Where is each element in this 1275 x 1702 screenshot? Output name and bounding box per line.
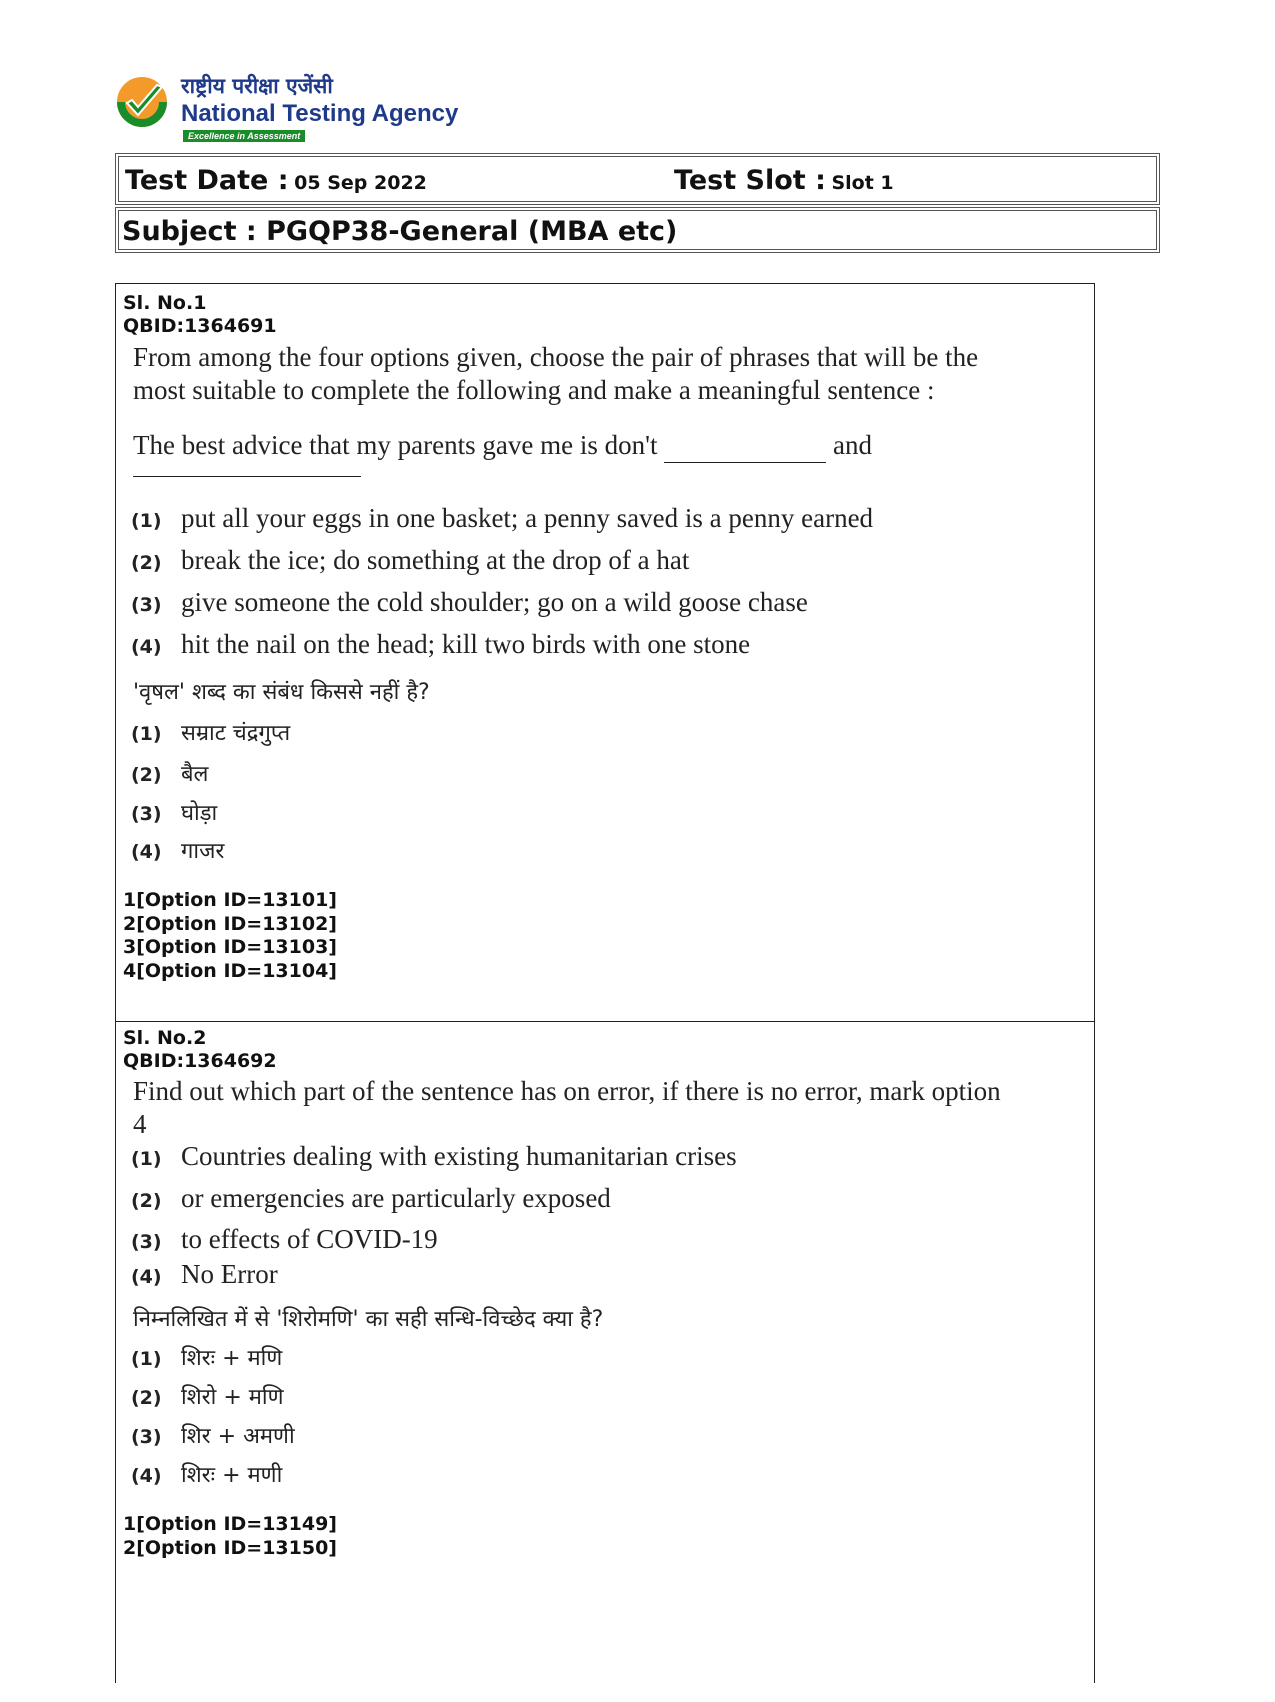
stem-line: 4 — [133, 1109, 147, 1139]
option-number: (2) — [131, 764, 162, 786]
test-date — [125, 165, 427, 196]
option-number: (4) — [131, 636, 162, 658]
test-slot-label: Test Slot : — [674, 165, 826, 196]
option-number: (2) — [131, 1190, 162, 1212]
option-en-3 — [131, 587, 808, 618]
option-number: (1) — [131, 510, 162, 532]
option-id: 4[Option ID=13104] — [123, 959, 337, 982]
option-en-3 — [131, 1224, 438, 1255]
sentence-start: The best advice that my parents gave me is don't — [133, 430, 658, 460]
logo-english-text: National Testing Agency — [181, 100, 459, 127]
option-id-list — [123, 889, 337, 983]
option-number: (4) — [131, 841, 162, 863]
option-en-2 — [131, 1183, 611, 1214]
question-stem-en — [133, 341, 978, 407]
option-hi-3 — [131, 1420, 295, 1450]
option-number: (3) — [131, 1231, 162, 1253]
sentence-and: and — [832, 430, 872, 460]
option-hi-1 — [131, 1342, 282, 1372]
option-number: (2) — [131, 552, 162, 574]
test-info-box — [115, 153, 1160, 205]
option-text: शिरः + मणि — [181, 1346, 283, 1371]
option-en-1 — [131, 1141, 737, 1172]
question-block-1 — [116, 284, 1094, 1021]
option-en-4 — [131, 629, 750, 660]
option-id-list — [123, 1513, 337, 1560]
subject-box — [115, 207, 1160, 253]
option-text: Countries dealing with existing humanitarian crises — [181, 1141, 737, 1171]
question-stem-hi — [133, 1303, 603, 1333]
option-number: (1) — [131, 1348, 162, 1370]
question-table — [115, 283, 1095, 1683]
option-hi-3 — [131, 797, 217, 827]
option-en-1 — [131, 503, 873, 534]
option-hi-2 — [131, 758, 208, 788]
stem-line: most suitable to complete the following and make a meaningful sentence : — [133, 375, 935, 405]
option-hi-4 — [131, 835, 224, 865]
option-hi-1 — [131, 717, 290, 747]
option-id: 2[Option ID=13102] — [123, 912, 337, 935]
nta-logo — [115, 72, 475, 144]
option-number: (3) — [131, 594, 162, 616]
hindi-stem: निम्नलिखित में से 'शिरोमणि' का सही सन्धि-विच्छेद क्या है? — [133, 1307, 604, 1332]
option-number: (4) — [131, 1465, 162, 1487]
option-number: (1) — [131, 723, 162, 745]
option-number: (1) — [131, 1148, 162, 1170]
option-text: No Error — [181, 1259, 278, 1289]
option-id: 3[Option ID=13103] — [123, 936, 337, 958]
stem-line: Find out which part of the sentence has on error, if there is no error, mark option — [133, 1076, 1001, 1106]
option-id: 1[Option ID=13101] — [123, 889, 337, 911]
stem-line: From among the four options given, choose the pair of phrases that will be the — [133, 342, 979, 372]
option-text: शिर + अमणी — [181, 1424, 295, 1449]
option-text: घोड़ा — [181, 801, 218, 826]
check-circle-icon — [115, 75, 169, 129]
qbid: QBID:1364692 — [123, 1050, 277, 1072]
option-text: गाजर — [181, 839, 225, 864]
option-text: give someone the cold shoulder; go on a wild goose chase — [181, 587, 808, 617]
test-slot — [674, 165, 894, 196]
option-text: बैल — [181, 762, 209, 787]
logo-tagline: Excellence in Assessment — [183, 130, 305, 142]
test-date-value: 05 Sep 2022 — [294, 172, 427, 194]
test-slot-value: Slot 1 — [831, 172, 894, 194]
hindi-stem: 'वृषल' शब्द का संबंध किससे नहीं है? — [133, 680, 430, 705]
option-text: शिरः + मणी — [181, 1463, 283, 1488]
option-text: break the ice; do something at the drop of a hat — [181, 545, 690, 575]
logo-hindi-text: राष्ट्रीय परीक्षा एजेंसी — [181, 74, 333, 98]
option-hi-4 — [131, 1459, 282, 1489]
option-en-2 — [131, 545, 689, 576]
question-stem-en — [133, 1075, 1063, 1141]
option-text: सम्राट चंद्रगुप्त — [181, 721, 291, 746]
option-text: शिरो + मणि — [181, 1385, 284, 1410]
option-id: 2[Option ID=13150] — [123, 1536, 337, 1559]
fill-blank-sentence — [133, 429, 872, 463]
option-number: (3) — [131, 803, 162, 825]
qbid: QBID:1364691 — [123, 315, 277, 337]
question-block-2 — [116, 1021, 1094, 1702]
option-text: or emergencies are particularly exposed — [181, 1183, 611, 1213]
option-number: (4) — [131, 1266, 162, 1288]
blank-1 — [664, 429, 826, 463]
serial-number: Sl. No.1 — [123, 292, 207, 314]
subject-title: Subject : PGQP38-General (MBA etc) — [122, 216, 678, 247]
test-date-label: Test Date : — [125, 165, 289, 196]
option-id: 1[Option ID=13149] — [123, 1513, 337, 1535]
option-text: hit the nail on the head; kill two birds with one stone — [181, 629, 751, 659]
option-text: put all your eggs in one basket; a penny saved is a penny earned — [181, 503, 874, 533]
option-en-4 — [131, 1259, 278, 1290]
option-text: to effects of COVID-19 — [181, 1224, 438, 1254]
option-number: (3) — [131, 1426, 162, 1448]
option-number: (2) — [131, 1387, 162, 1409]
blank-2 — [133, 475, 361, 477]
question-stem-hi — [133, 676, 430, 706]
option-hi-2 — [131, 1381, 284, 1411]
serial-number: Sl. No.2 — [123, 1027, 207, 1049]
